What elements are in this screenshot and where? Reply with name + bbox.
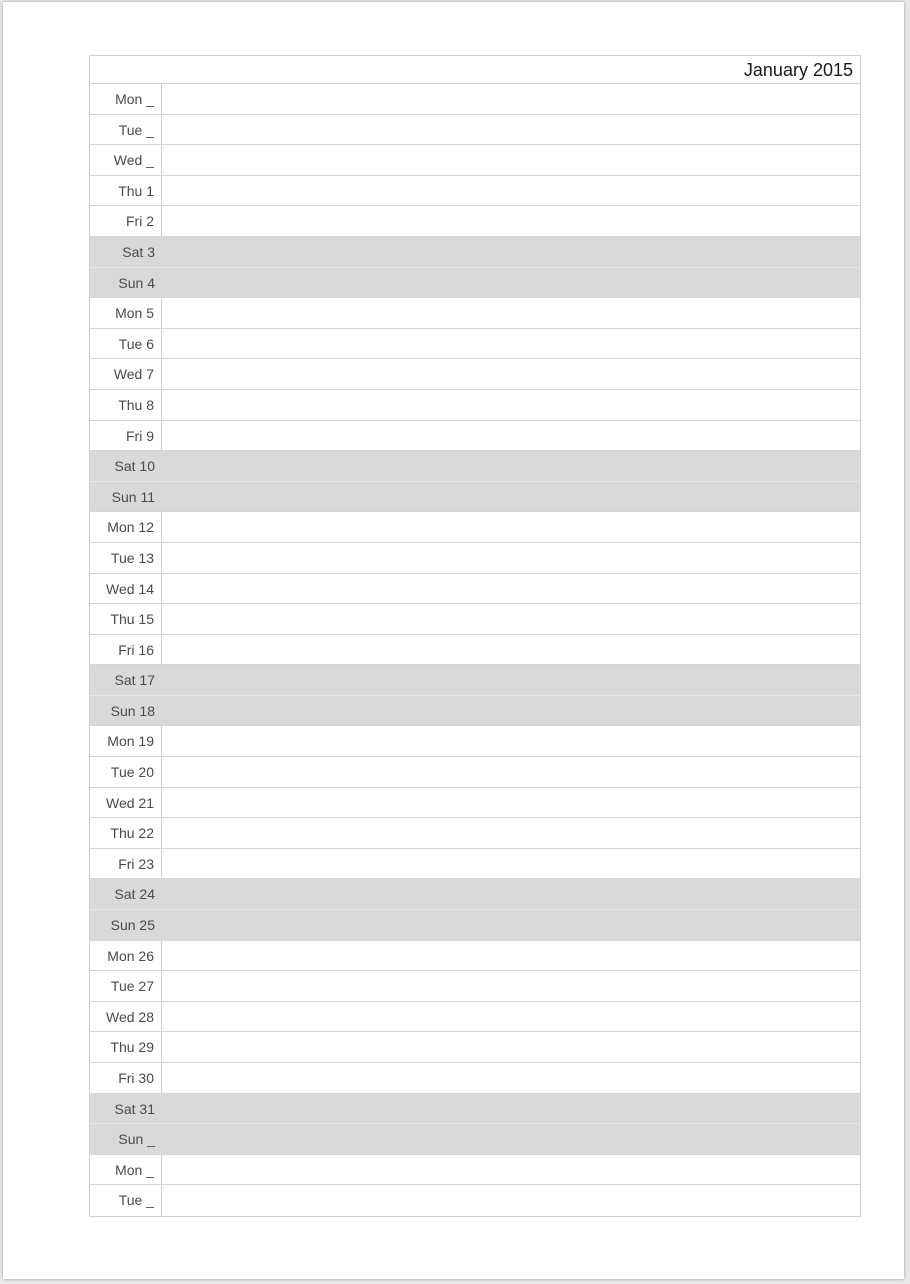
day-entry-cell[interactable]	[162, 1124, 860, 1154]
weekday-row	[90, 329, 860, 360]
weekend-day-row	[90, 696, 860, 727]
weekday-row	[90, 115, 860, 146]
day-label: Thu 15	[90, 604, 162, 634]
day-label: Tue 13	[90, 543, 162, 573]
weekday-row	[90, 1002, 860, 1033]
weekday-row	[90, 971, 860, 1002]
weekday-row	[90, 390, 860, 421]
day-entry-cell[interactable]	[162, 818, 860, 848]
day-label: Tue _	[90, 115, 162, 145]
day-entry-cell[interactable]	[162, 1094, 860, 1124]
weekday-row	[90, 726, 860, 757]
weekday-row	[90, 543, 860, 574]
day-entry-cell[interactable]	[162, 451, 860, 481]
weekend-day-row	[90, 237, 860, 268]
weekday-row	[90, 1155, 860, 1186]
day-entry-cell[interactable]	[162, 298, 860, 328]
day-entry-cell[interactable]	[162, 788, 860, 818]
day-entry-cell[interactable]	[162, 421, 860, 451]
day-label: Wed _	[90, 145, 162, 175]
day-entry-cell[interactable]	[162, 910, 860, 940]
day-entry-cell[interactable]	[162, 145, 860, 175]
day-entry-cell[interactable]	[162, 512, 860, 542]
day-label: Sun 11	[111, 488, 155, 505]
day-label: Mon 26	[90, 941, 162, 971]
day-label: Sat 10	[114, 458, 155, 475]
weekday-row	[90, 1185, 860, 1216]
day-label: Fri 23	[90, 849, 162, 879]
day-label: Tue _	[90, 1185, 162, 1216]
weekday-row	[90, 145, 860, 176]
day-label: Thu 8	[90, 390, 162, 420]
weekday-row	[90, 788, 860, 819]
weekend-day-row	[90, 910, 860, 941]
weekday-row	[90, 849, 860, 880]
weekend-day-row	[90, 268, 860, 299]
weekend-day-row	[90, 1094, 860, 1125]
day-entry-cell[interactable]	[162, 696, 860, 726]
day-label: Sun 18	[110, 702, 155, 719]
day-label: Mon 12	[90, 512, 162, 542]
weekday-row	[90, 176, 860, 207]
day-entry-cell[interactable]	[162, 1155, 860, 1185]
day-entry-cell[interactable]	[162, 971, 860, 1001]
day-entry-cell[interactable]	[162, 206, 860, 236]
weekend-day-row	[90, 482, 860, 513]
day-label: Mon 5	[90, 298, 162, 328]
day-label: Mon _	[90, 1155, 162, 1185]
weekend-day-row	[90, 451, 860, 482]
day-entry-cell[interactable]	[162, 849, 860, 879]
weekday-row	[90, 574, 860, 605]
day-label: Sat 24	[114, 886, 155, 903]
day-label: Tue 6	[90, 329, 162, 359]
document-page	[3, 2, 904, 1279]
day-label: Wed 7	[90, 359, 162, 389]
day-entry-cell[interactable]	[162, 574, 860, 604]
day-entry-cell[interactable]	[162, 543, 860, 573]
day-label: Fri 2	[90, 206, 162, 236]
day-label: Sun 25	[110, 917, 155, 934]
day-entry-cell[interactable]	[162, 237, 860, 267]
day-entry-cell[interactable]	[162, 635, 860, 665]
day-label: Sat 17	[114, 672, 155, 689]
weekday-row	[90, 635, 860, 666]
weekday-row	[90, 298, 860, 329]
day-label: Tue 20	[90, 757, 162, 787]
month-title: January 2015	[90, 56, 860, 84]
weekend-day-row	[90, 665, 860, 696]
day-entry-cell[interactable]	[162, 665, 860, 695]
day-entry-cell[interactable]	[162, 757, 860, 787]
day-label: Wed 28	[90, 1002, 162, 1032]
day-label: Fri 16	[90, 635, 162, 665]
day-entry-cell[interactable]	[162, 115, 860, 145]
day-entry-cell[interactable]	[162, 84, 860, 114]
weekday-row	[90, 512, 860, 543]
weekday-row	[90, 359, 860, 390]
weekday-row	[90, 604, 860, 635]
day-entry-cell[interactable]	[162, 268, 860, 298]
weekday-row	[90, 757, 860, 788]
weekday-row	[90, 84, 860, 115]
day-entry-cell[interactable]	[162, 604, 860, 634]
day-label: Sat 31	[114, 1100, 155, 1117]
day-entry-cell[interactable]	[162, 1185, 860, 1216]
day-entry-cell[interactable]	[162, 879, 860, 909]
day-label: Sun _	[118, 1131, 155, 1148]
monthly-calendar-table	[89, 55, 861, 1217]
day-label: Mon 19	[90, 726, 162, 756]
day-label: Sat 3	[122, 243, 155, 260]
day-label: Thu 1	[90, 176, 162, 206]
day-label: Fri 30	[90, 1063, 162, 1093]
day-label: Fri 9	[90, 421, 162, 451]
day-label: Thu 29	[90, 1032, 162, 1062]
day-entry-cell[interactable]	[162, 176, 860, 206]
day-entry-cell[interactable]	[162, 1032, 860, 1062]
day-label: Tue 27	[90, 971, 162, 1001]
weekday-row	[90, 1032, 860, 1063]
day-entry-cell[interactable]	[162, 726, 860, 756]
day-label: Thu 22	[90, 818, 162, 848]
weekend-day-row	[90, 1124, 860, 1155]
day-entry-cell[interactable]	[162, 390, 860, 420]
day-label: Wed 14	[90, 574, 162, 604]
weekend-day-row	[90, 879, 860, 910]
day-label: Wed 21	[90, 788, 162, 818]
day-entry-cell[interactable]	[162, 482, 860, 512]
day-entry-cell[interactable]	[162, 329, 860, 359]
weekday-row	[90, 421, 860, 452]
day-entry-cell[interactable]	[162, 941, 860, 971]
day-entry-cell[interactable]	[162, 359, 860, 389]
weekday-row	[90, 1063, 860, 1094]
day-rows	[90, 84, 860, 1216]
day-label: Sun 4	[118, 274, 155, 291]
weekday-row	[90, 941, 860, 972]
weekday-row	[90, 818, 860, 849]
day-entry-cell[interactable]	[162, 1002, 860, 1032]
weekday-row	[90, 206, 860, 237]
day-entry-cell[interactable]	[162, 1063, 860, 1093]
day-label: Mon _	[90, 84, 162, 114]
